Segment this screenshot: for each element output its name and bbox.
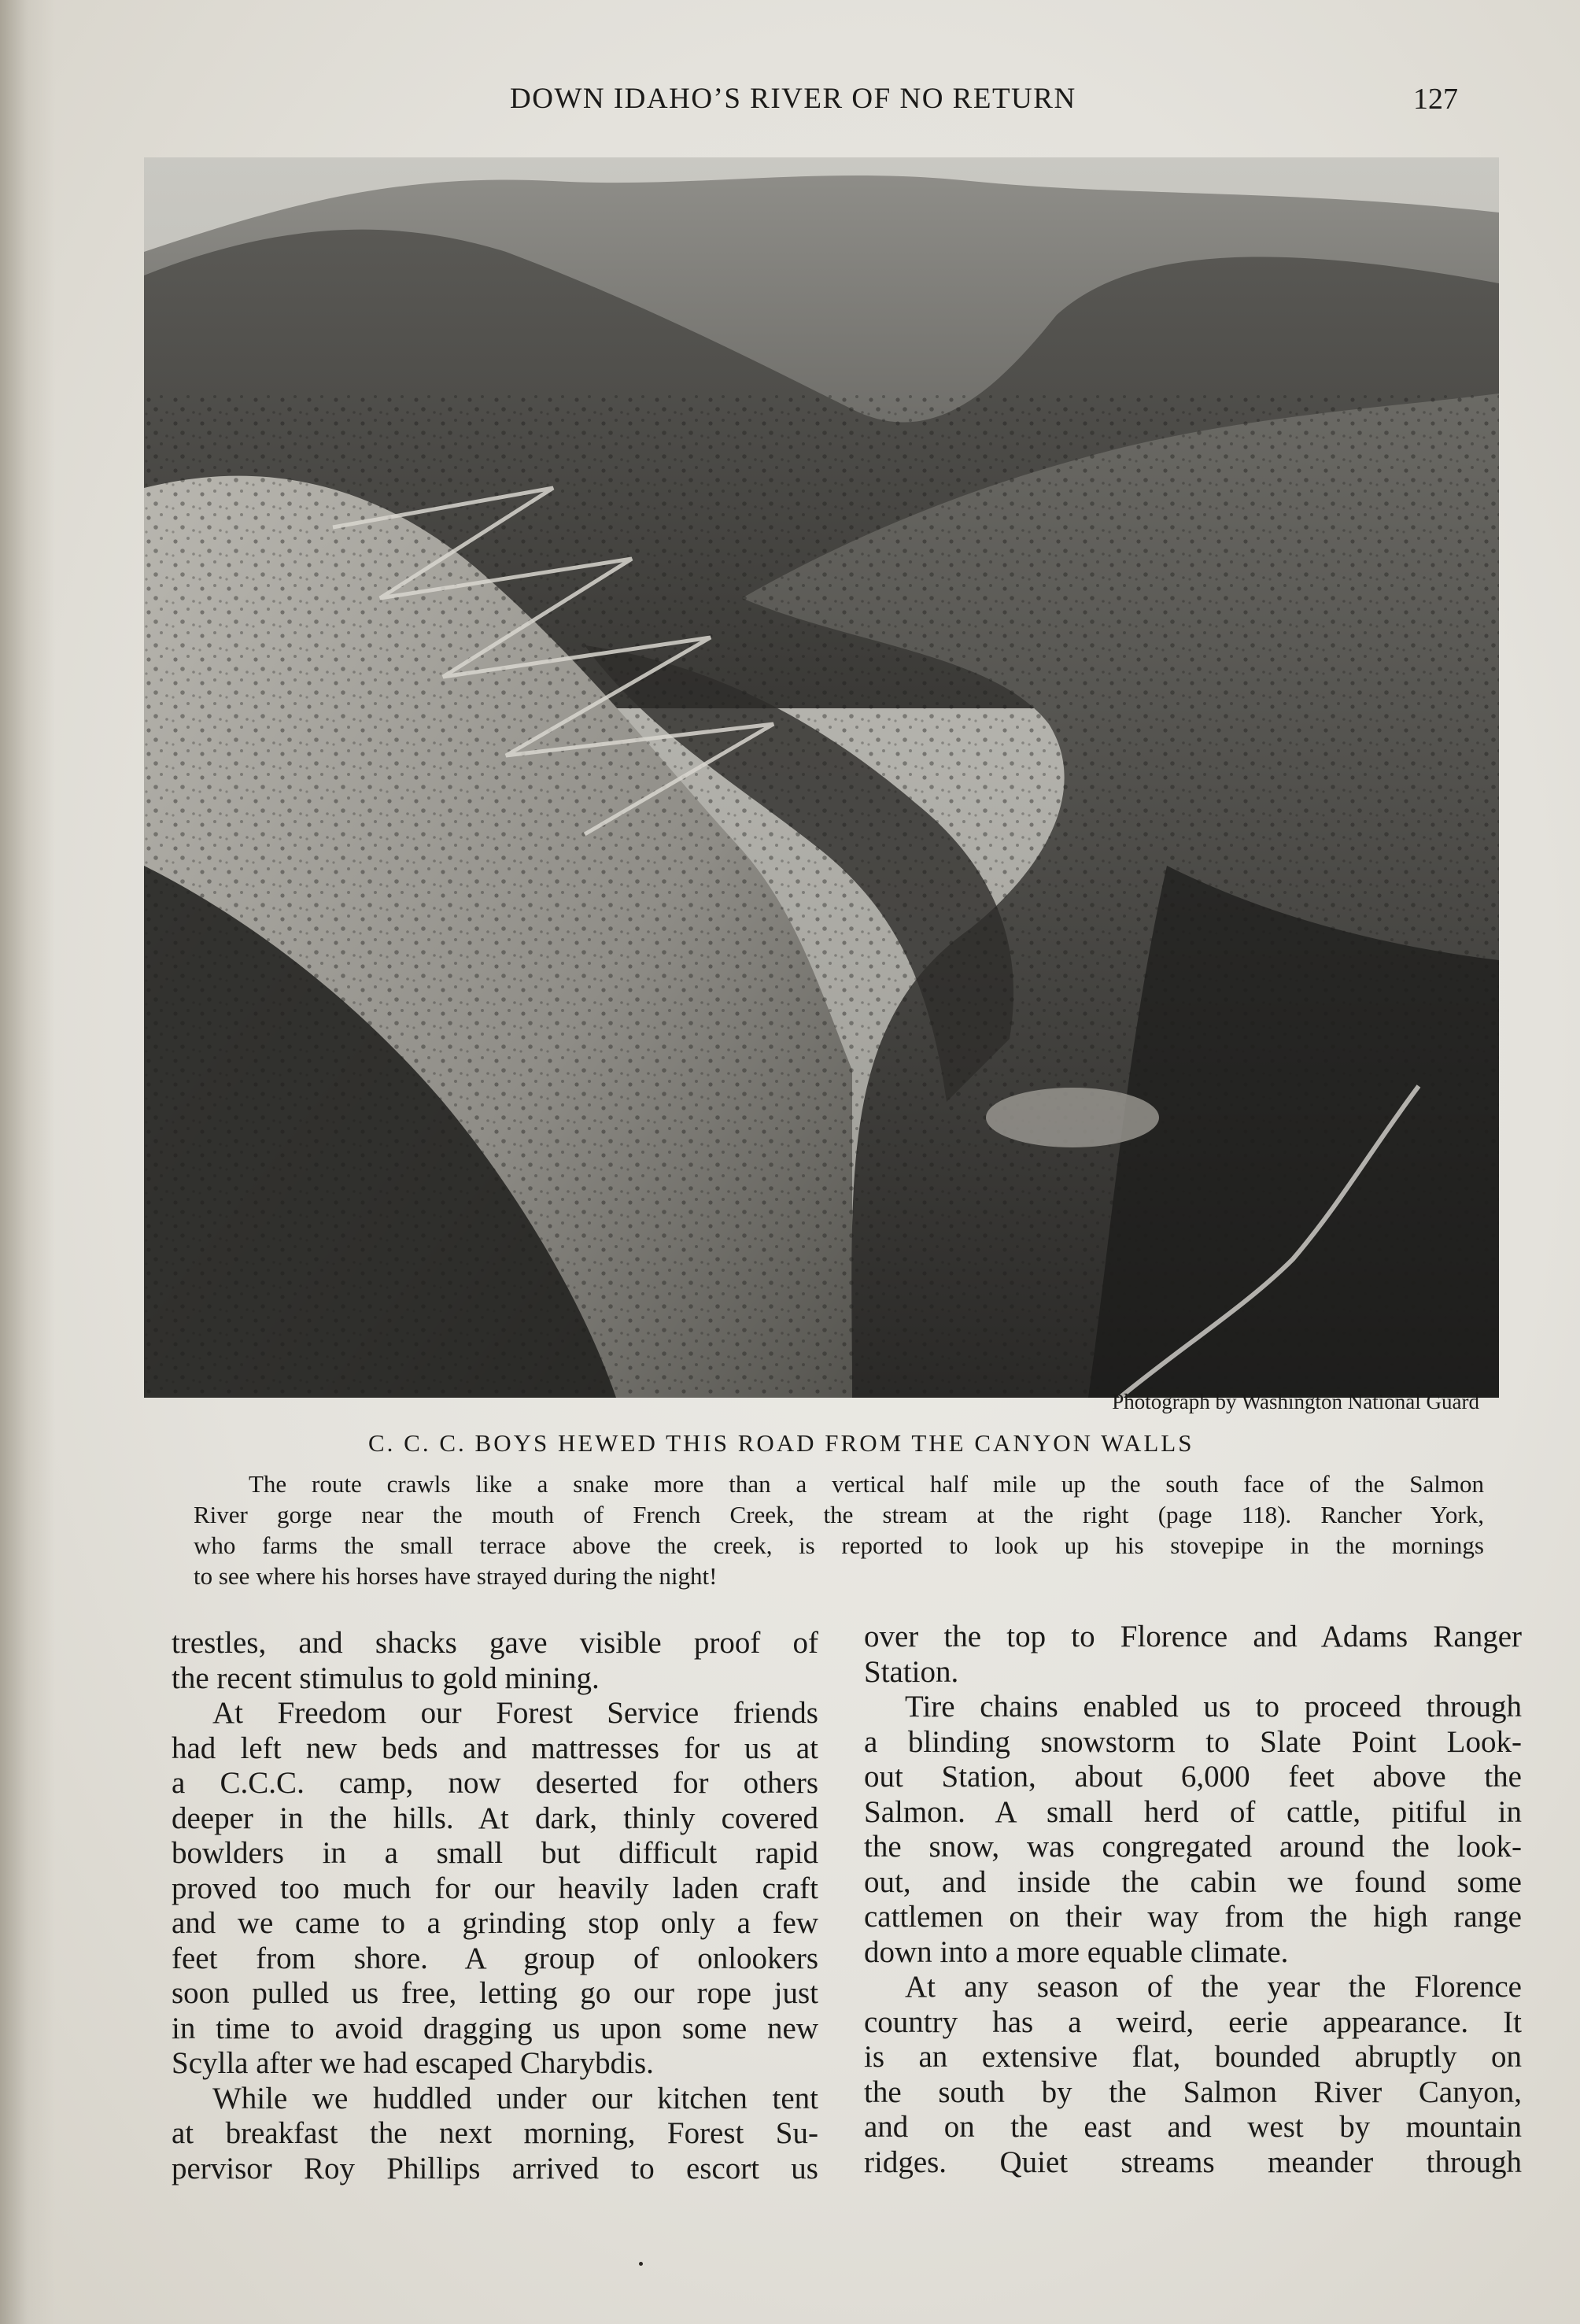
body-line: pervisor Roy Phillips arrived to escort us: [172, 2151, 818, 2185]
body-line: bowlders in a small but difficult rapid: [172, 1836, 818, 1870]
body-line: the south by the Salmon River Canyon,: [864, 2075, 1522, 2109]
right-column: [864, 1620, 1522, 2180]
body-line: Scylla after we had escaped Charybdis.: [172, 2046, 654, 2080]
body-line: a C.C.C. camp, now deserted for others: [172, 1766, 818, 1800]
body-line: Tire chains enabled us to proceed through: [905, 1690, 1522, 1724]
body-line: the snow, was congregated around the look-: [864, 1830, 1522, 1864]
canyon-photograph: [144, 157, 1499, 1398]
body-line: ridges. Quiet streams meander through: [864, 2145, 1522, 2179]
body-line: soon pulled us free, letting go our rope just: [172, 1976, 818, 2010]
body-line: out Station, about 6,000 feet above the: [864, 1760, 1522, 1794]
body-line: out, and inside the cabin we found some: [864, 1864, 1522, 1899]
body-line: trestles, and shacks gave visible proof of: [172, 1626, 818, 1660]
left-column: [172, 1626, 818, 2186]
body-line: deeper in the hills. At dark, thinly covered: [172, 1801, 818, 1835]
caption-text: [194, 1469, 1484, 1591]
body-line: had left new beds and mattresses for us at: [172, 1731, 818, 1765]
page-number: 127: [1413, 83, 1458, 116]
body-line: proved too much for our heavily laden craft: [172, 1871, 818, 1905]
body-line: At any season of the year the Florence: [905, 1970, 1522, 2004]
body-line: at breakfast the next morning, Forest Su-: [172, 2116, 818, 2150]
body-line: and we came to a grinding stop only a few: [172, 1906, 818, 1940]
body-line: country has a weird, eerie appearance. It: [864, 2004, 1522, 2039]
body-line: While we huddled under our kitchen tent: [212, 2081, 818, 2115]
body-line: cattlemen on their way from the high range: [864, 1900, 1522, 1934]
body-line: a blinding snowstorm to Slate Point Look-: [864, 1724, 1522, 1759]
photo-credit: Photograph by Washington National Guard: [1112, 1390, 1479, 1413]
caption-line: who farms the small terrace above the creek, is reported to look up his stovepipe in the mornings: [194, 1531, 1484, 1559]
body-line: and on the east and west by mountain: [864, 2110, 1522, 2144]
caption-line: River gorge near the mouth of French Creek, the stream at the right (page 118). Rancher York,: [194, 1501, 1484, 1528]
running-head: DOWN IDAHO’S RIVER OF NO RETURN: [510, 83, 1076, 115]
caption-line: to see where his horses have strayed during the night!: [194, 1562, 718, 1590]
body-line: down into a more equable climate.: [864, 1934, 1289, 1969]
body-line: in time to avoid dragging us upon some new: [172, 2011, 818, 2045]
body-line: feet from shore. A group of onlookers: [172, 1941, 818, 1975]
paper-speck: [639, 2262, 643, 2266]
body-line: the recent stimulus to gold mining.: [172, 1661, 600, 1695]
caption-title: C. C. C. BOYS HEWED THIS ROAD FROM THE CANYON WALLS: [368, 1429, 1194, 1457]
body-line: is an extensive flat, bounded abruptly on: [864, 2040, 1522, 2074]
caption-line: The route crawls like a snake more than a vertical half mile up the south face of the Salmon: [249, 1470, 1484, 1498]
body-line: Station.: [864, 1654, 959, 1689]
body-line: Salmon. A small herd of cattle, pitiful in: [864, 1794, 1522, 1829]
binding-gutter-shadow: [0, 0, 55, 2324]
body-line: At Freedom our Forest Service friends: [212, 1696, 818, 1730]
body-line: over the top to Florence and Adams Ranger: [864, 1620, 1522, 1653]
